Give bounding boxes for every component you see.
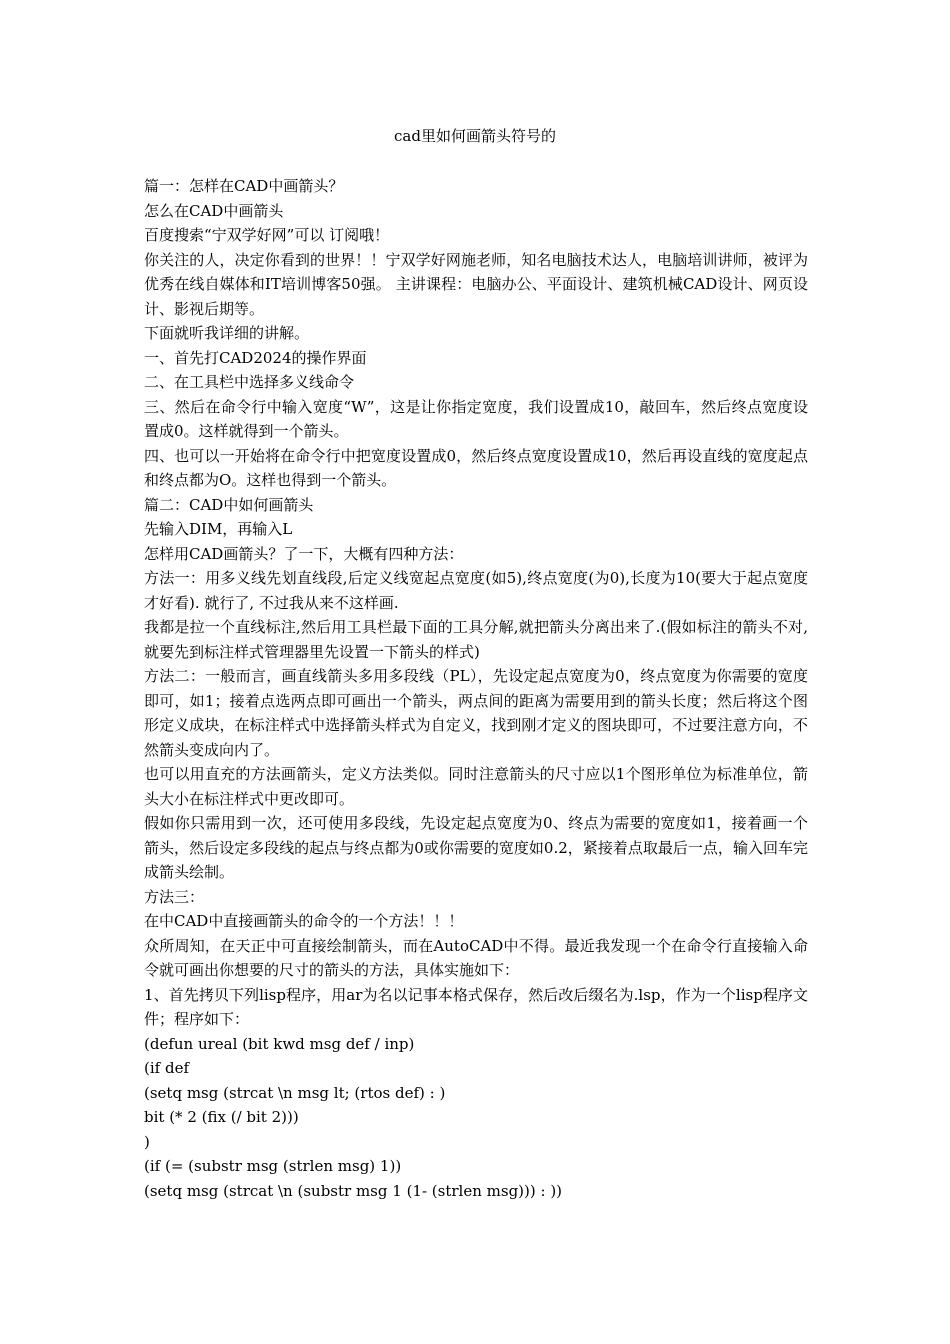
paragraph: bit (* 2 (fix (/ bit 2))) [144, 1108, 299, 1126]
paragraph: 百度搜索“宁双学好网”可以 订阅哦！ [144, 226, 390, 244]
paragraph: 怎样用CAD画箭头？了一下，大概有四种方法： [144, 544, 464, 563]
paragraph: 1、首先拷贝下列lisp程序，用ar为名以记事本格式保存，然后改后缀名为.lsp，作为一个lisp程序文件；程序如下： [144, 985, 808, 1028]
paragraph: (if def [144, 1059, 189, 1077]
paragraph: 众所周知，在天正中可直接绘制箭头，而在AutoCAD中不得。最近我发现一个在命令行直接输入命令就可画出你想要的尺寸的箭头的方法，具体实施如下： [144, 936, 808, 979]
paragraph: (setq msg (strcat \n (substr msg 1 (1- (strlen msg))) : )) [144, 1181, 563, 1200]
paragraph: (defun ureal (bit kwd msg def / inp) [144, 1034, 415, 1053]
paragraph: 你关注的人，决定你看到的世界！！宁双学好网施老师，知名电脑技术达人，电脑培训讲师，被评为优秀在线自媒体和IT培训博客50强。 主讲课程：电脑办公、平面设计、建筑机械CAD设计、网页设计、影视后期等。 [144, 250, 808, 318]
paragraph: 篇二：CAD中如何画箭头 [144, 495, 314, 514]
paragraph: 在中CAD中直接画箭头的命令的一个方法！！！ [144, 912, 464, 930]
paragraph: 先输入DIM，再输入L [144, 520, 293, 538]
paragraph: 我都是拉一个直线标注,然后用工具栏最下面的工具分解,就把箭头分离出来了.(假如标注的箭头不对,就要先到标注样式管理器里先设置一下箭头的样式) [144, 618, 808, 661]
paragraph: 一、首先打CAD2024的操作界面 [144, 348, 367, 367]
paragraph: 怎么在CAD中画箭头 [144, 201, 284, 220]
document-title: cad里如何画箭头符号的 [394, 127, 556, 145]
paragraph: 篇一：怎样在CAD中画箭头？ [144, 177, 344, 195]
paragraph: 四、也可以一开始将在命令行中把宽度设置成0，然后终点宽度设置成10，然后再设直线的宽度起点和终点都为O。这样也得到一个箭头。 [144, 446, 808, 489]
document-body [144, 174, 808, 1203]
paragraph: 也可以用直充的方法画箭头，定义方法类似。同时注意箭头的尺寸应以1个图形单位为标准单位，箭头大小在标注样式中更改即可。 [144, 765, 808, 808]
paragraph: (if (= (substr msg (strlen msg) 1)) [144, 1157, 402, 1175]
paragraph: 方法一：用多义线先划直线段,后定义线宽起点宽度(如5),终点宽度(为0),长度为10(要大于起点宽度才好看). 就行了, 不过我从来不这样画. [144, 569, 808, 612]
paragraph: (setq msg (strcat \n msg lt; (rtos def) : ) [144, 1083, 446, 1102]
paragraph: 二、在工具栏中选择多义线命令 [144, 373, 355, 391]
paragraph: 方法二：一般而言，画直线箭头多用多段线（PL），先设定起点宽度为0，终点宽度为你需要的宽度即可，如1；接着点选两点即可画出一个箭头，两点间的距离为需要用到的箭头长度；然后将这个图形定义成块，在标注样式中选择箭头样式为自定义，找到刚才定义的图块即可，不过要注意方向，不然箭头变成向内了。 [144, 667, 808, 759]
paragraph: 假如你只需用到一次，还可使用多段线，先设定起点宽度为0、终点为需要的宽度如1，接着画一个箭头，然后设定多段线的起点与终点都为0或你需要的宽度如0.2，紧接着点取最后一点，输入回车完成箭头绘制。 [144, 814, 808, 881]
paragraph: 三、然后在命令行中输入宽度“W”，这是让你指定宽度，我们设置成10，敲回车，然后终点宽度设置成0。这样就得到一个箭头。 [144, 397, 808, 440]
paragraph: ) [144, 1132, 150, 1151]
paragraph: 下面就听我详细的讲解。 [144, 324, 310, 342]
paragraph: 方法三： [144, 887, 205, 906]
